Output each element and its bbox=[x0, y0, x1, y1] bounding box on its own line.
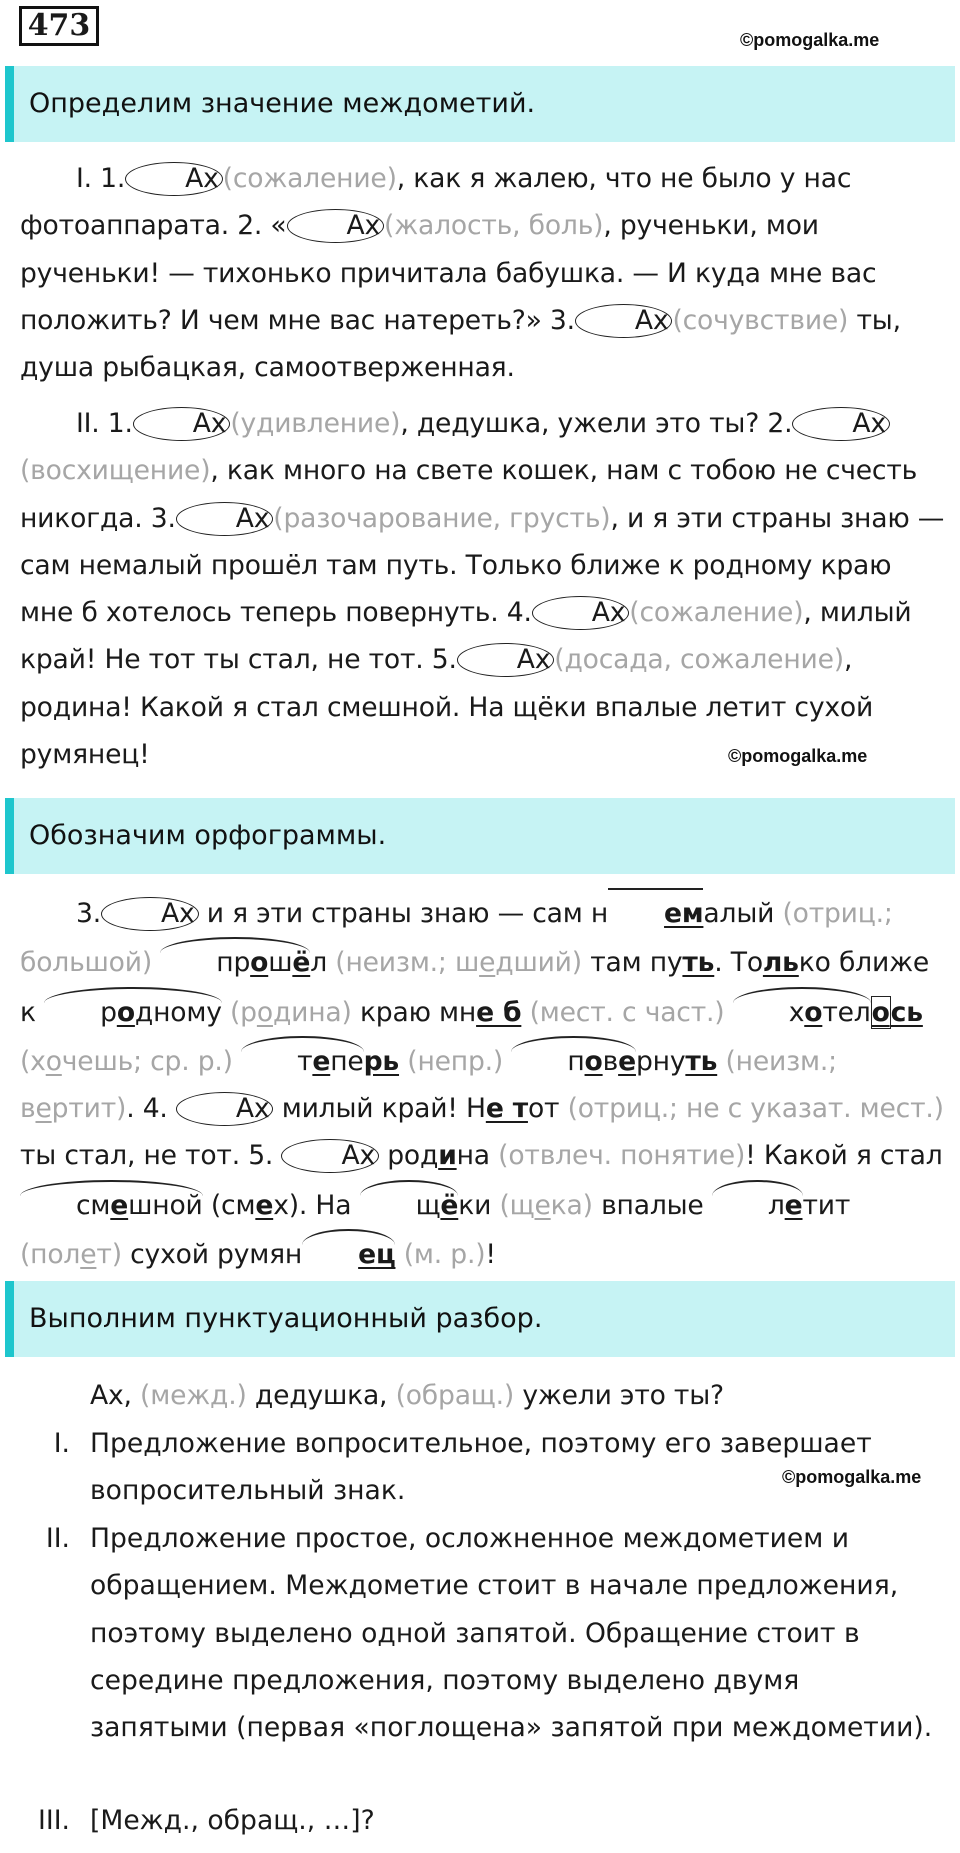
section-header-punctuation: Выполним пунктуационный разбор. bbox=[5, 1281, 955, 1357]
interjection-mark: Ах bbox=[532, 596, 630, 630]
task-number: 473 bbox=[19, 6, 99, 46]
interjection-mark: Ах bbox=[281, 1139, 379, 1173]
analyzed-sentence: Ах, (межд.) дедушка, (обращ.) ужели это ты? bbox=[90, 1380, 724, 1411]
interjection-mark: Ах bbox=[176, 1092, 274, 1126]
orthogram-paragraph: 3. Ах и я эти страны знаю — сам н емалый (отриц.; большой) прошёл (неизм.; шедший) там путь. Только ближе к родному (родина) краю мне б (мест. с част.) хотелось (хочешь; ср. р.) теперь (непр.) повернуть (неизм.; вертит). 4. Ах милый край! Не тот (отриц.; не с указат. мест.) ты стал, не тот. 5. Ах родина (отвлеч. понятие)! Какой я стал смешной (смех). На щёки (щека) впалые летит (полет) сухой румян ец (м. р.)! bbox=[20, 888, 945, 1278]
prefix-mark: ем bbox=[608, 888, 703, 937]
suffix-mark: ец bbox=[302, 1229, 395, 1278]
interjection-mark: Ах bbox=[101, 897, 199, 931]
analysis-item: I. Предложение вопросительное, поэтому его завершает вопросительный знак. bbox=[53, 1428, 872, 1507]
interjection-mark: Ах bbox=[133, 407, 231, 441]
interjection-mark: Ах bbox=[575, 304, 673, 338]
interjection-mark: Ах bbox=[176, 502, 274, 536]
section-header-meaning: Определим значение междометий. bbox=[5, 66, 955, 142]
analysis-item: II. Предложение простое, осложненное междометием и обращением. Междометие стоит в начале предложения, поэтому выделено одной запятой. Обращение стоит в середине предложения, поэтому выделено двумя запятыми (первая «поглощена» запятой при междометии). bbox=[45, 1523, 933, 1744]
watermark: ©pomogalka.me bbox=[740, 30, 880, 50]
interjection-mark: Ах bbox=[287, 209, 385, 243]
watermark: ©pomogalka.me bbox=[728, 746, 868, 766]
meaning-paragraph-2: II. 1. Ах (удивление), дедушка, ужели это ты? 2. Ах(восхищение), как много на свете кошек, нам с тобою не счесть никогда. 3. Ах (разочарование, грусть), и я эти страны знаю — сам немалый прошёл там путь. Только ближе к родному краю мне б хотелось теперь повернуть. 4. Ах (сожаление), милый край! Не тот ты стал, не тот. 5. Ах (досада, сожаление), родина! Какой я стал смешной. На щёки впалые летит сухой румянец! bbox=[20, 408, 945, 771]
interjection-mark: Ах bbox=[792, 407, 890, 441]
interjection-mark: Ах bbox=[457, 643, 555, 677]
interjection-mark: Ах bbox=[125, 162, 223, 196]
section-header-orthograms: Обозначим орфограммы. bbox=[5, 798, 955, 874]
analysis-item: III. [Межд., обращ., …]? bbox=[38, 1805, 375, 1836]
watermark: ©pomogalka.me bbox=[782, 1467, 922, 1487]
meaning-paragraph-1: I. 1. Ах (сожаление), как я жалею, что не было у нас фотоаппарата. 2. « Ах (жалость, боль), рученьки, мои рученьки! — тихонько причитала бабушка. — И куда мне вас положить? И чем мне вас натереть?» 3. Ах (сочувствие) ты, душа рыбацкая, самоотверженная. bbox=[20, 163, 901, 384]
